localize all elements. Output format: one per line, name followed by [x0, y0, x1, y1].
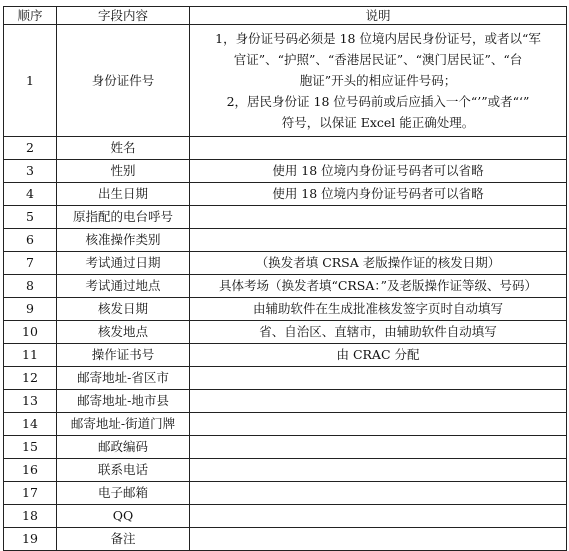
table-row	[4, 321, 567, 344]
row-number: 12	[4, 367, 57, 390]
header-field-content: 字段内容	[57, 7, 190, 25]
table-row	[4, 252, 567, 275]
field-description	[190, 528, 567, 551]
field-description: 由 CRAC 分配	[190, 344, 567, 367]
row-number: 19	[4, 528, 57, 551]
table-row	[4, 275, 567, 298]
field-description	[190, 367, 567, 390]
row-number: 9	[4, 298, 57, 321]
table-row	[4, 482, 567, 505]
field-name: 考试通过日期	[57, 252, 190, 275]
field-description	[190, 206, 567, 229]
description-line: 官证”、“护照”、“香港居民证”、“澳门居民证”、“台	[233, 52, 523, 67]
field-name: 核发日期	[57, 298, 190, 321]
row-number: 18	[4, 505, 57, 528]
row-number: 7	[4, 252, 57, 275]
header-description: 说明	[190, 7, 567, 25]
table-row	[4, 298, 567, 321]
field-name: 出生日期	[57, 183, 190, 206]
field-description	[190, 413, 567, 436]
row-number: 5	[4, 206, 57, 229]
field-name: 性别	[57, 160, 190, 183]
field-name: 联系电话	[57, 459, 190, 482]
field-description	[190, 25, 567, 137]
table-row	[4, 229, 567, 252]
field-name: QQ	[57, 505, 190, 528]
table-row	[4, 183, 567, 206]
field-description	[190, 505, 567, 528]
field-spec-table	[3, 6, 567, 551]
field-description: 使用 18 位境内身份证号码者可以省略	[190, 183, 567, 206]
table-header-row	[4, 7, 567, 25]
field-name: 备注	[57, 528, 190, 551]
field-description: 使用 18 位境内身份证号码者可以省略	[190, 160, 567, 183]
table-row	[4, 367, 567, 390]
table-row	[4, 206, 567, 229]
field-name: 姓名	[57, 137, 190, 160]
field-name: 邮寄地址-地市县	[57, 390, 190, 413]
row-number: 17	[4, 482, 57, 505]
field-name: 操作证书号	[57, 344, 190, 367]
row-number: 10	[4, 321, 57, 344]
row-number: 11	[4, 344, 57, 367]
table-row	[4, 413, 567, 436]
field-name: 核准操作类别	[57, 229, 190, 252]
row-number: 8	[4, 275, 57, 298]
table-row	[4, 459, 567, 482]
table-row	[4, 390, 567, 413]
header-order: 顺序	[4, 7, 57, 25]
field-name: 核发地点	[57, 321, 190, 344]
row-number: 14	[4, 413, 57, 436]
description-line: 符号，以保证 Excel 能正确处理。	[281, 115, 475, 130]
field-description	[190, 459, 567, 482]
row-number: 3	[4, 160, 57, 183]
field-name: 电子邮箱	[57, 482, 190, 505]
table-row	[4, 344, 567, 367]
field-description: 由辅助软件在生成批准核发签字页时自动填写	[190, 298, 567, 321]
row-number: 13	[4, 390, 57, 413]
field-description	[190, 482, 567, 505]
field-description: 省、自治区、直辖市，由辅助软件自动填写	[190, 321, 567, 344]
row-number: 2	[4, 137, 57, 160]
field-description: 具体考场（换发者填“CRSA：”及老版操作证等级、号码）	[190, 275, 567, 298]
field-description: （换发者填 CRSA 老版操作证的核发日期）	[190, 252, 567, 275]
description-line: 胞证”开头的相应证件号码；	[299, 73, 457, 88]
table-row	[4, 505, 567, 528]
description-line: 1，身份证号码必须是 18 位境内居民身份证号，或者以“军	[215, 31, 541, 46]
field-description	[190, 436, 567, 459]
field-description	[190, 137, 567, 160]
field-name: 原指配的电台呼号	[57, 206, 190, 229]
field-description	[190, 229, 567, 252]
description-line: 2，居民身份证 18 位号码前或后应插入一个“’”或者“‘”	[226, 94, 530, 109]
table-row	[4, 25, 567, 137]
row-number: 4	[4, 183, 57, 206]
table-row	[4, 160, 567, 183]
row-number: 16	[4, 459, 57, 482]
field-description	[190, 390, 567, 413]
field-name: 邮寄地址-省区市	[57, 367, 190, 390]
table-row	[4, 137, 567, 160]
row-number: 15	[4, 436, 57, 459]
table-row	[4, 528, 567, 551]
table-row	[4, 436, 567, 459]
field-name: 考试通过地点	[57, 275, 190, 298]
field-name: 邮政编码	[57, 436, 190, 459]
field-name: 身份证件号	[57, 25, 190, 137]
row-number: 1	[4, 25, 57, 137]
row-number: 6	[4, 229, 57, 252]
field-name: 邮寄地址-街道门牌	[57, 413, 190, 436]
